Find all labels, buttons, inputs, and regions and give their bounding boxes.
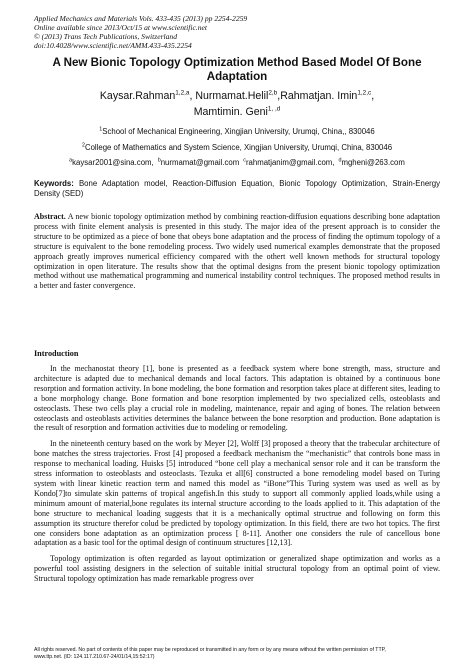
intro-paragraph-3: Topology optimization is often regarded as layout optimization or generalized shape optimization and works as a powerful tool assisting designers in the selection of suitable initial structural topology from an optimal point of view. Structural topology optimization has made remarkable progress over (34, 554, 440, 584)
author-list (20, 88, 454, 120)
affil-text: School of Mechanical Engineering, Xingjian University, Urumqi, China,, 830046 (102, 127, 375, 136)
affil-mark: 1 (99, 126, 103, 133)
author-name: Nurmamat.Helil (195, 90, 269, 102)
copyright-line: © (2013) Trans Tech Publications, Switzerland (34, 32, 178, 41)
paper-title (20, 56, 454, 84)
journal-citation: Applied Mechanics and Materials Vols. 433-435 (2013) pp 2254-2259 (34, 14, 248, 23)
affiliation-2 (20, 140, 454, 156)
author-affil-mark: 2,b (268, 89, 278, 97)
affiliations (20, 124, 454, 171)
affil-text: College of Mathematics and System Science, Xingjian University, Urumqi, China, 830046 (84, 142, 393, 152)
author-name: Rahmatjan. Imin (280, 90, 358, 102)
title-line-1: A New Bionic Topology Optimization Method Based Model Of Bone (52, 56, 422, 69)
footer-line-2: www.ttp.net. (ID: 124.117.210.67-24/01/14,15:52:17) (34, 653, 155, 660)
author-affil-mark: 1,2,c (357, 89, 372, 97)
title-line-2: Adaptation (206, 70, 268, 83)
email-address[interactable]: mgheni@263.com (341, 158, 405, 167)
authors-line-1 (20, 88, 454, 104)
email-address[interactable]: kaysar2001@sina.com, (72, 158, 154, 167)
email-mark: b (157, 157, 161, 164)
keywords-label: Keywords: (34, 179, 74, 188)
footer-line-1: All rights reserved. No part of contents of this paper may be reproduced or transmitted in any form or by any means without the written permission of TTP, (34, 647, 386, 653)
email-address[interactable]: rahmatjanim@gmail.com, (245, 158, 335, 167)
email-mark: d (338, 157, 342, 164)
abstract-label: Abstract. (34, 212, 66, 221)
authors-line-2 (20, 104, 454, 120)
author-affil-mark: 1,2,a (175, 89, 190, 97)
author-name: Mamtimin. Geni (193, 106, 268, 118)
abstract (34, 212, 440, 291)
author-name: Kaysar.Rahman (99, 90, 176, 102)
intro-paragraph-1: In the mechanostat theory [1], bone is presented as a feedback system where bone strength, mass, structure and architecture is adapted due to mechanical demands and local factors. This adaptation is obtained by a continuous bone resorption and formation activity. In bone modeling, the bone formation and resorption takes place at different sites, leading to a bone morphology change. Bone formation and bone resorption implemented by two specialized cells, osteoblasts and osteoclasts. These two cells play a crucial role in modeling, maintenance, repair and aging of bones. The relation between osteoclasts and osteoblasts activities determines the balance between the bone resorption and production. Bone adaptation is the result of resorption and formation activities due to modeling or remodeling. (34, 364, 440, 433)
author-emails (20, 155, 454, 171)
introduction-body (34, 364, 440, 590)
author-affil-mark: 1, ,d (267, 105, 281, 113)
doi-line: doi:10.4028/www.scientific.net/AMM.433-435.2254 (34, 41, 192, 50)
journal-header (34, 14, 434, 50)
author-separator: , (189, 90, 196, 102)
affil-mark: 2 (81, 141, 85, 148)
email-mark: a (69, 157, 73, 164)
online-availability: Online available since 2013/Oct/15 at www.scientific.net (34, 23, 208, 32)
author-separator: , (277, 90, 281, 102)
keywords-text: Bone Adaptation model, Reaction-Diffusion Equation, Bionic Topology Optimization, Strain-Energy Density (SED) (34, 179, 440, 198)
affiliation-1 (20, 124, 454, 140)
intro-paragraph-2: In the nineteenth century based on the work by Meyer [2], Wolff [3] proposed a theory that the trabecular architecture of bone matches the stress trajectories. Frost [4] proposed a feedback mechanism the “mechanistic” that controls bone mass in response to mechanical loading. Huisks [5] introduced “bone cell play a mechanical sensor role and it can be transform the stress information to osteoblasts and osteoclasts. Tezuka et all[6] constructed a bone remodeling model based on Turing system with linear kinetic reaction term and named this model as “iBone”This Turing system was used as well as by Kondo[7]to simulate skin patterns of tropical angefish.In this study to support all commonly applied loads,while using a minimum amount of material,bone regulates its internal structure according to the loads applied to it. This adaptation of the bone structure to mechanical loading suggests that it is a mechanically optimal structrue and following on form this assumption its structure therefor colud be predicted by topology optimization. In this field, there are two hot topics. The first one considers bone adaptation as an optimization process [ 8-11]. Another one considers the rule of cancellous bone adaptation as a basic tool for the optimal design of continuum structures [12,13]. (34, 439, 440, 548)
copyright-footer (34, 647, 444, 660)
email-address[interactable]: nurmamat@gmail.com (160, 158, 240, 167)
section-heading-introduction: Introduction (34, 349, 79, 358)
email-mark: c (243, 157, 246, 164)
keywords (34, 179, 440, 199)
author-separator: , (371, 90, 375, 102)
abstract-text: A new bionic topology optimization method by combining reaction-diffusion equations describing bone adaptation process with finite element analysis is presented in this study. The major idea of the present approach is to consider the structure to be optimized as a piece of bone that obeys bone adaptation and the process of finding the optimum topology of a structure is equivalent to the bone remodeling process. Two widely used numerical examples demonstrate that the proposed approach greatly improves numerical efficiency compared with the othert well known methods for structural topology optimization in open literature. The results show that the optimal designs from the present bionic topology optimization method without use mathematical programming and numerical instability control techniques. The proposed method results in a better and faster convergence. (34, 212, 440, 291)
